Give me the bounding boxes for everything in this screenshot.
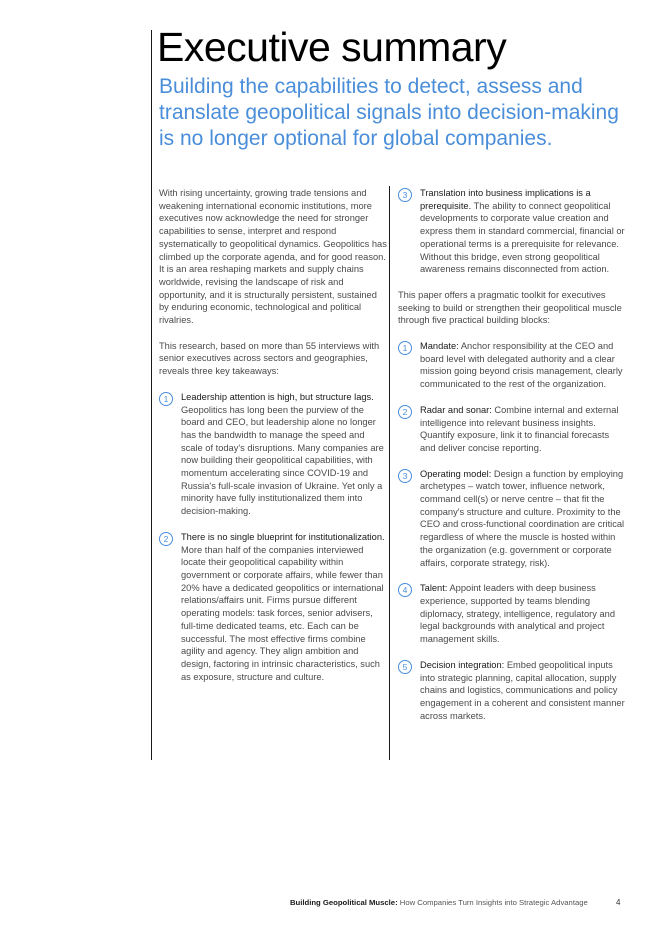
building-block-4 [398, 582, 626, 646]
building-block-5-text: Embed geopolitical inputs into strategic planning, capital allocation, supply chains and logistics, communications and policy engagement in a coherent and consistent manner across markets. [420, 659, 625, 721]
footer-report-title: Building Geopolitical Muscle: [290, 898, 398, 907]
number-1-icon: 1 [159, 392, 173, 406]
page-footer [290, 898, 602, 908]
takeaway-2-text: More than half of the companies interviewed locate their geopolitical capability within government or corporate affairs, while fewer than 20% have a dedicated geopolitics or international relations/affairs unit. Firms pursue different operating models: task forces, senior advisers, full-time dedicated teams, etc. Each can be successful. The most effective firms combine agility and agency. They align ambition and design, factoring in intrinsic characteristics, such as exposure, structure and culture. [181, 544, 384, 682]
building-block-4-text: Appoint leaders with deep business experience, supported by teams blending diplomacy, strategy, intelligence, regulatory and legal backgrounds with analytical and project management skills. [420, 583, 615, 645]
building-block-2 [398, 404, 626, 455]
research-paragraph: This research, based on more than 55 interviews with senior executives across sectors and geographies, reveals three key takeaways: [159, 340, 380, 377]
takeaway-item-1 [159, 391, 387, 518]
number-5-icon: 5 [398, 660, 412, 674]
number-1-icon: 1 [398, 341, 412, 355]
takeaway-item-2 [159, 531, 387, 683]
takeaway-2-heading: There is no single blueprint for institutionalization. [181, 531, 385, 542]
page-number: 4 [616, 898, 621, 907]
page-title: Executive summary [157, 24, 507, 70]
building-block-3 [398, 468, 626, 570]
building-block-3-text: Design a function by employing archetypes – watch tower, influence network, command cell(s) or nerve centre – that fit the company's structure and culture. Proximity to the CEO and cross-functional coordination are critical regardless of where the muscle is hosted within the organization (e.g. government or corporate affairs, corporate strategy, risk). [420, 468, 625, 568]
building-block-1-heading: Mandate: [420, 341, 459, 352]
number-3-icon: 3 [398, 188, 412, 202]
takeaway-item-3 [398, 187, 626, 276]
building-block-4-heading: Talent: [420, 583, 448, 594]
number-4-icon: 4 [398, 583, 412, 597]
building-block-5 [398, 659, 626, 723]
takeaway-3-heading: Translation into business implications is a prerequisite. [420, 188, 591, 211]
right-column [398, 187, 626, 735]
number-2-icon: 2 [398, 405, 412, 419]
building-block-2-heading: Radar and sonar: [420, 404, 492, 415]
toolkit-intro-paragraph: This paper offers a pragmatic toolkit for executives seeking to build or strengthen their geopolitical muscle through five practical building blocks: [398, 289, 622, 326]
takeaway-1-text: Geopolitics has long been the purview of the board and CEO, but leadership alone no longer has the bandwidth to manage the speed and scale of today's disruptions. Many companies are now building their geopolitical capabilities, with momentum accelerating since COVID-19 and Russia's full-scale invasion of Ukraine. Yet only a minority have fully institutionalized them into decision-making. [181, 404, 384, 517]
building-block-5-heading: Decision integration: [420, 659, 505, 670]
left-column [159, 187, 387, 696]
intro-paragraph: With rising uncertainty, growing trade tensions and weakening international economic institutions, more executives now acknowledge the need for stronger capabilities to sense, interpret and respond systematically to geopolitical dynamics. Geopolitics has climbed up the corporate agenda, and for good reason. It is an area reshaping markets and supply chains worldwide, revising the landscape of risk and opportunity, and it is structurally persistent, sustained by enduring economic, technological and political rivalries. [159, 188, 387, 326]
takeaway-1-heading: Leadership attention is high, but structure lags. [181, 391, 374, 402]
takeaway-3-text: The ability to connect geopolitical developments to corporate value creation and express them in standard commercial, financial or operational terms is a prerequisite for relevance. Without this bridge, even strong geopolitical awareness remains disconnected from action. [420, 200, 625, 275]
page-subtitle: Building the capabilities to detect, assess and translate geopolitical signals into decision-making is no longer optional for global companies. [159, 75, 619, 150]
left-rule [151, 30, 152, 760]
building-block-2-text: Combine internal and external intelligence into relevant business insights. Quantify exposure, link it to financial forecasts and deliver concise reporting. [420, 404, 619, 453]
number-2-icon: 2 [159, 532, 173, 546]
building-block-3-heading: Operating model: [420, 468, 492, 479]
building-block-1 [398, 340, 626, 391]
number-3-icon: 3 [398, 469, 412, 483]
footer-report-subtitle: How Companies Turn Insights into Strategic Advantage [397, 898, 588, 907]
column-divider-rule [389, 186, 390, 760]
building-block-1-text: Anchor responsibility at the CEO and board level with delegated authority and a clear mission going beyond crisis management, clearly communicated to the rest of the organization. [420, 341, 623, 390]
